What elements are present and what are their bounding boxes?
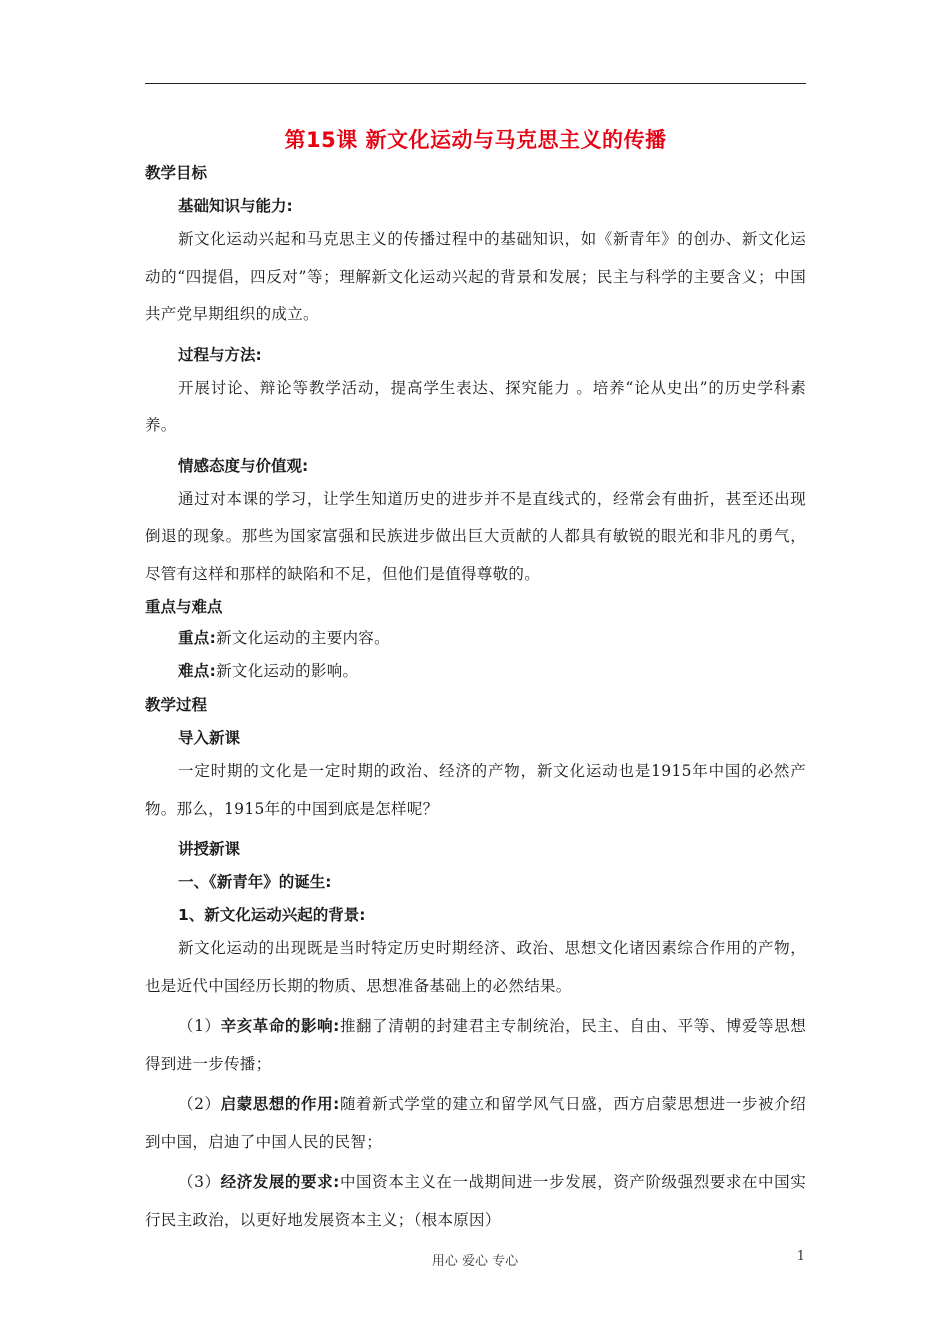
heading-teaching-process: 教学过程 <box>145 696 208 714</box>
difficult-text: 新文化运动的影响。 <box>216 662 359 680</box>
paragraph-emotion-values: 通过对本课的学习，让学生知道历史的进步并不是直线式的，经常会有曲折，甚至还出现倒退的现象。那些为国家富强和民族进步做出巨大贡献的人都具有敏锐的眼光和非凡的勇气，尽管有这样和那样的缺陷和不足，但他们是值得尊敬的。 <box>145 489 806 583</box>
item2-number: （2） <box>178 1095 221 1113</box>
paragraph-item3 <box>145 1164 806 1239</box>
paragraph-basic-knowledge: 新文化运动兴起和马克思主义的传播过程中的基础知识，如《新青年》的创办、新文化运动的“四提倡，四反对”等；理解新文化运动兴起的背景和发展；民主与科学的主要含义；中国共产党早期组织的成立。 <box>145 230 806 323</box>
footer-slogan: 用心 爱心 专心 <box>431 1254 519 1269</box>
page-number: 1 <box>796 1249 805 1264</box>
heading-emotion-values: 情感态度与价值观: <box>178 456 309 475</box>
item2-label: 启蒙思想的作用: <box>220 1095 340 1113</box>
paragraph-key <box>145 622 806 655</box>
heading-teaching-goals: 教学目标 <box>145 164 208 182</box>
heading-part1-sub: 1、新文化运动兴起的背景: <box>178 906 366 924</box>
item2-text: 随着新式学堂的建立和留学风气日盛，西方启蒙思想进一步被介绍到中国，启迪了中国人民的民智； <box>145 1095 806 1151</box>
paragraph-part1: 新文化运动的出现既是当时特定历史时期经济、政治、思想文化诸因素综合作用的产物，也是近代中国经历长期的物质、思想准备基础上的必然结果。 <box>145 939 806 995</box>
item3-label: 经济发展的要求: <box>220 1173 340 1191</box>
item1-text: 推翻了清朝的封建君主专制统治，民主、自由、平等、博爱等思想得到进一步传播； <box>145 1017 806 1073</box>
heading-part1: 一、《新青年》的诞生: <box>178 873 332 891</box>
difficult-label: 难点: <box>178 662 217 680</box>
item1-label: 辛亥革命的影响: <box>220 1017 340 1035</box>
item3-text: 中国资本主义在一战期间进一步发展，资产阶级强烈要求在中国实行民主政治，以更好地发展资本主义；（根本原因） <box>145 1173 806 1229</box>
key-label: 重点: <box>178 629 217 647</box>
heading-process-method: 过程与方法: <box>178 345 262 364</box>
heading-keypoints: 重点与难点 <box>145 598 223 616</box>
header-rule <box>145 83 806 84</box>
key-text: 新文化运动的主要内容。 <box>216 629 390 647</box>
heading-intro: 导入新课 <box>178 729 241 747</box>
paragraph-item2 <box>145 1086 806 1161</box>
heading-new-lesson: 讲授新课 <box>178 840 241 858</box>
item3-number: （3） <box>178 1173 221 1191</box>
paragraph-item1 <box>145 1008 806 1083</box>
heading-basic-knowledge: 基础知识与能力: <box>178 197 293 215</box>
paragraph-intro: 一定时期的文化是一定时期的政治、经济的产物，新文化运动也是1915年中国的必然产物。那么，1915年的中国到底是怎样呢？ <box>145 762 806 818</box>
paragraph-difficult <box>145 655 806 688</box>
paragraph-process-method: 开展讨论、辩论等教学活动，提高学生表达、探究能力 。培养“论从史出”的历史学科素养。 <box>145 378 806 434</box>
lesson-title: 第15课 新文化运动与马克思主义的传播 <box>284 128 667 152</box>
item1-number: （1） <box>178 1017 221 1035</box>
document-body <box>145 160 806 1239</box>
